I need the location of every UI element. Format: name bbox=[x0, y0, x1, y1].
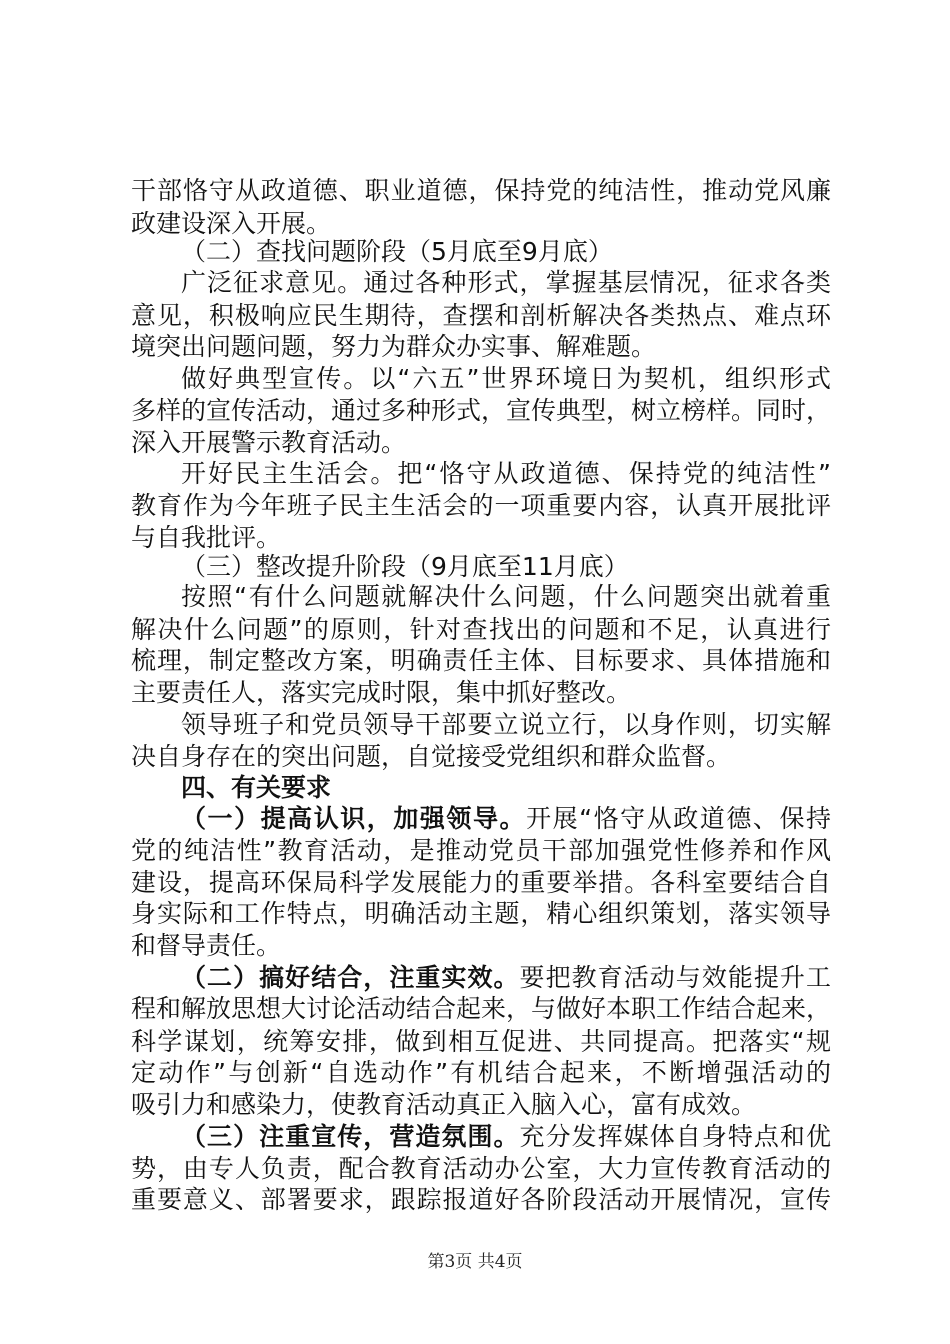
body-line: 意见，积极响应民生期待，查摆和剖析解决各类热点、难点环 bbox=[131, 301, 831, 330]
body-line: 和督导责任。 bbox=[131, 931, 282, 960]
body-line: 深入开展警示教育活动。 bbox=[131, 428, 407, 457]
page-footer: 第3页 共4页 bbox=[427, 1252, 523, 1272]
body-line: 政建设深入开展。 bbox=[131, 209, 332, 238]
body-line: 定动作”与创新“自选动作”有机结合起来，不断增强活动的 bbox=[131, 1058, 831, 1087]
section-heading: （三）整改提升阶段（9月底至11月底） bbox=[181, 552, 629, 581]
body-line: 身实际和工作特点，明确活动主题，精心组织策划，落实领导 bbox=[131, 899, 831, 928]
body-line: （二）搞好结合，注重实效。要把教育活动与效能提升工 bbox=[181, 963, 831, 992]
body-line: （三）注重宣传，营造氛围。充分发挥媒体自身特点和优 bbox=[181, 1122, 831, 1151]
bold-lead: （一）提高认识，加强领导。 bbox=[181, 804, 527, 833]
body-line: 解决什么问题”的原则，针对查找出的问题和不足，认真进行 bbox=[131, 615, 831, 644]
body-line: 干部恪守从政道德、职业道德，保持党的纯洁性，推动党风廉 bbox=[131, 176, 831, 205]
body-line: 按照“有什么问题就解决什么问题，什么问题突出就着重 bbox=[181, 582, 831, 611]
body-line: 主要责任人，落实完成时限，集中抓好整改。 bbox=[131, 678, 632, 707]
body-line: 科学谋划，统筹安排，做到相互促进、共同提高。把落实“规 bbox=[131, 1027, 831, 1056]
body-line: 多样的宣传活动，通过多种形式，宣传典型，树立榜样。同时， bbox=[131, 396, 832, 425]
body-line: 党的纯洁性”教育活动，是推动党员干部加强党性修养和作风 bbox=[131, 836, 831, 865]
body-line: 势，由专人负责，配合教育活动办公室，大力宣传教育活动的 bbox=[131, 1154, 831, 1183]
section-heading: 四、有关要求 bbox=[181, 773, 332, 802]
body-line: 梳理，制定整改方案，明确责任主体、目标要求、具体措施和 bbox=[131, 646, 831, 675]
body-line: （一）提高认识，加强领导。开展“恪守从政道德、保持 bbox=[181, 804, 831, 833]
body-line: 与自我批评。 bbox=[131, 523, 282, 552]
body-line: 广泛征求意见。通过各种形式，掌握基层情况，征求各类 bbox=[181, 268, 831, 297]
bold-lead: （三）注重宣传，营造氛围。 bbox=[181, 1122, 520, 1151]
section-heading: （二）查找问题阶段（5月底至9月底） bbox=[181, 237, 613, 266]
body-line: 境突出问题问题，努力为群众办实事、解难题。 bbox=[131, 332, 657, 361]
body-line: 开好民主生活会。把“恪守从政道德、保持党的纯洁性” bbox=[181, 459, 831, 488]
body-line: 领导班子和党员领导干部要立说立行，以身作则，切实解 bbox=[181, 710, 831, 739]
body-line: 决自身存在的突出问题，自觉接受党组织和群众监督。 bbox=[131, 742, 732, 771]
body-line: 程和解放思想大讨论活动结合起来，与做好本职工作结合起来， bbox=[131, 994, 832, 1023]
body-line: 吸引力和感染力，使教育活动真正入脑入心，富有成效。 bbox=[131, 1090, 757, 1119]
bold-lead: （二）搞好结合，注重实效。 bbox=[181, 963, 520, 992]
body-line: 重要意义、部署要求，跟踪报道好各阶段活动开展情况，宣传 bbox=[131, 1185, 831, 1214]
body-line: 教育作为今年班子民主生活会的一项重要内容，认真开展批评 bbox=[131, 491, 831, 520]
body-line: 做好典型宣传。以“六五”世界环境日为契机，组织形式 bbox=[181, 364, 831, 393]
body-line: 建设，提高环保局科学发展能力的重要举措。各科室要结合自 bbox=[131, 868, 831, 897]
